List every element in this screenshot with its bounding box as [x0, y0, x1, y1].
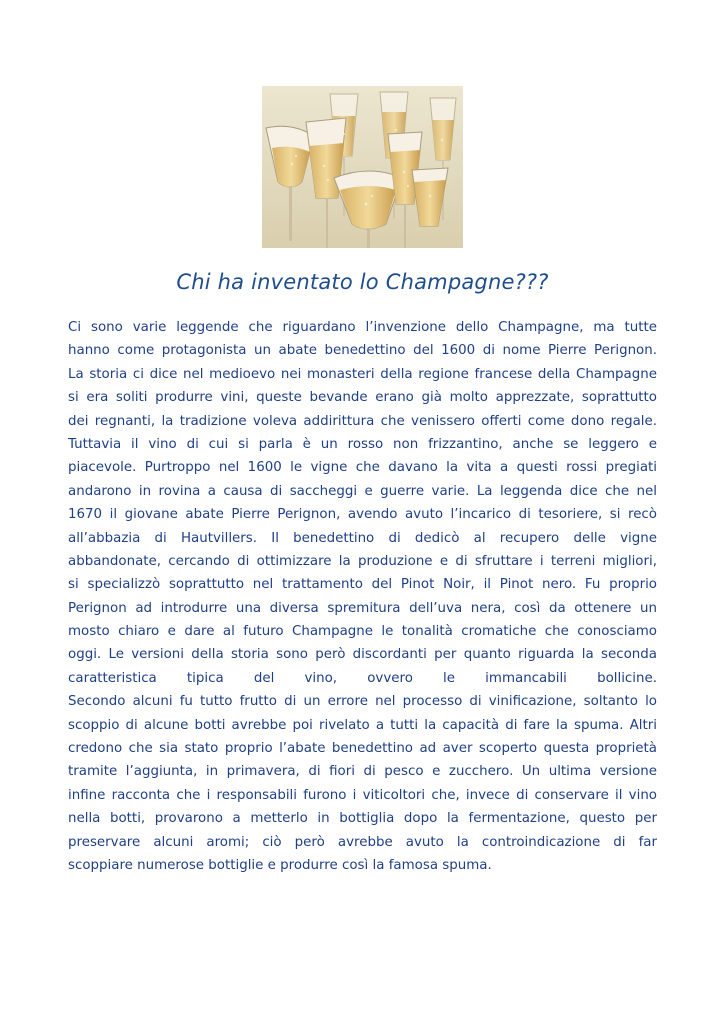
- text-line: preservare alcuni aromi; ciò però avrebbe avuto la controindicazione di far: [68, 834, 657, 850]
- champagne-glasses-image: [262, 86, 463, 248]
- text-line: abbandonate, cercando di ottimizzare la produzione e di sfruttare i terreni migliori,: [68, 553, 657, 569]
- text-line: Tuttavia il vino di cui si parla è un rosso non frizzantino, anche se leggero e: [68, 436, 657, 452]
- text-line: hanno come protagonista un abate benedettino del 1600 di nome Pierre Perignon.: [68, 343, 657, 359]
- text-line: nella botti, provarono a metterlo in bottiglia dopo la fermentazione, questo per: [68, 811, 657, 827]
- text-line: caratteristica tipica del vino, ovvero le immancabili bollicine.: [68, 670, 657, 686]
- text-line: all’abbazia di Hautvillers. Il benedettino di dedicò al recupero delle vigne: [68, 530, 657, 546]
- text-line: piacevole. Purtroppo nel 1600 le vigne che davano la vita a questi rossi pregiati: [68, 460, 657, 476]
- text-line: andarono in rovina a causa di saccheggi e guerre varie. La leggenda dice che nel: [68, 483, 657, 499]
- text-line: 1670 il giovane abate Pierre Perignon, avendo avuto l’incarico di tesoriere, si recò: [68, 507, 657, 523]
- text-line: credono che sia stato proprio l’abate benedettino ad aver scoperto questa proprietà: [68, 741, 657, 757]
- text-line: scoppiare numerose bottiglie e produrre così la famosa spuma.: [68, 857, 492, 873]
- text-line: infine racconta che i responsabili furono i viticoltori che, invece di conservare il vino: [68, 787, 657, 803]
- text-line: si era soliti produrre vini, queste bevande erano già molto apprezzate, soprattutto: [68, 390, 657, 406]
- text-line: dei regnanti, la tradizione voleva addirittura che venissero offerti come dono regale.: [68, 413, 657, 429]
- text-line: La storia ci dice nel medioevo nei monasteri della regione francese della Champagne: [68, 366, 657, 382]
- text-line: mosto chiaro e dare al futuro Champagne le tonalità cromatiche che conosciamo: [68, 624, 657, 640]
- text-line: si specializzò soprattutto nel trattamento del Pinot Noir, il Pinot nero. Fu proprio: [68, 577, 657, 593]
- text-line: oggi. Le versioni della storia sono però discordanti per quanto riguarda la seconda: [68, 647, 657, 663]
- text-line: Secondo alcuni fu tutto frutto di un errore nel processo di vinificazione, soltanto lo: [68, 694, 657, 710]
- text-line: Ci sono varie leggende che riguardano l’invenzione dello Champagne, ma tutte: [68, 320, 657, 335]
- page-title: Chi ha inventato lo Champagne???: [176, 270, 549, 294]
- text-line: Perignon ad introdurre una diversa spremitura dell’uva nera, così da ottenere un: [68, 600, 657, 616]
- text-line: tramite l’aggiunta, in primavera, di fiori di pesco e zucchero. Un ultima versione: [68, 764, 657, 780]
- article-body: [68, 316, 657, 877]
- text-line: scoppio di alcune botti avrebbe poi rivelato a tutti la capacità di fare la spuma. Altri: [68, 717, 657, 733]
